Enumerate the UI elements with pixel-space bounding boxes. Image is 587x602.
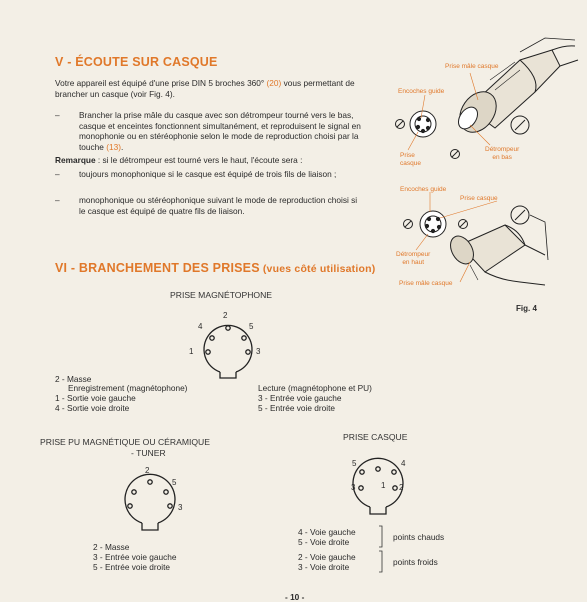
magneto-pin-5: 5 (249, 322, 254, 331)
casque-pin-2: 2 (399, 483, 404, 492)
fig-label-prise-male-top: Prise mâle casque (445, 63, 499, 70)
magneto-pin-1: 1 (189, 347, 194, 356)
magneto-title: PRISE MAGNÉTOPHONE (170, 290, 273, 300)
pu-title-2: - TUNER (131, 448, 166, 458)
bullet-dash-2: – (55, 169, 60, 179)
magneto-enreg-4: 4 - Sortie voie droite (55, 403, 130, 413)
fig-label-encoches-top: Encoches guide (398, 88, 445, 95)
fig-label-encoches-bottom: Encoches guide (400, 186, 447, 193)
page-number: - 10 - (285, 592, 305, 602)
section-6-title-main: VI - BRANCHEMENT DES PRISES (55, 261, 260, 275)
casque-line-2: 5 - Voie droite (298, 537, 350, 547)
magneto-enreg-1: 1 - Sortie voie gauche (55, 393, 136, 403)
casque-line-1: 4 - Voie gauche (298, 527, 356, 537)
magneto-lecture-3: 3 - Entrée voie gauche (258, 393, 342, 403)
intro-text-1: Votre appareil est équipé d'une prise DIN 5 broches 360° (55, 78, 267, 88)
section-5-title: V - ÉCOUTE SUR CASQUE (55, 55, 218, 69)
magneto-lecture-title: Lecture (magnétophone et PU) (258, 383, 372, 393)
pu-title-1: PRISE PU MAGNÉTIQUE OU CÉRAMIQUE (40, 437, 210, 447)
casque-title: PRISE CASQUE (343, 432, 408, 442)
pu-pin-2: 2 (145, 466, 150, 475)
remarque-label: Remarque (55, 155, 96, 165)
casque-pin-3: 3 (351, 483, 356, 492)
pu-pin-3: 3 (178, 503, 183, 512)
figure-caption: Fig. 4 (516, 304, 537, 313)
magneto-lecture-5: 5 - Entrée voie droite (258, 403, 336, 413)
magneto-pin-2: 2 (223, 311, 228, 320)
casque-pin-5: 5 (352, 459, 357, 468)
casque-line-4: 3 - Voie droite (298, 562, 350, 572)
bullet-1-ref: (13) (106, 141, 121, 152)
section-6-subtitle: (vues côté utilisation) (259, 263, 376, 275)
casque-pin-4: 4 (401, 459, 406, 468)
casque-line-3: 2 - Voie gauche (298, 552, 356, 562)
pu-line-2: 3 - Entrée voie gauche (93, 552, 177, 562)
bullet-1-end: . (120, 141, 124, 152)
bullet-1-text: Brancher la prise mâle du casque avec son détrompeur tourné vers le bas, casque et enceintes fonctionnent simultanément, et reproduisent le signal en monophonie ou en stéréophonie selon le mode de reproduction choisi par la touche (79, 110, 361, 152)
bullet-2: toujours monophonique si le casque est équipé de trois fils de liaison ; (79, 169, 337, 179)
casque-points-chauds: points chauds (393, 532, 445, 542)
fig-label-prise-top: Prise casque (400, 152, 421, 167)
magneto-masse: 2 - Masse (55, 374, 92, 384)
pu-pin-5: 5 (172, 478, 177, 487)
pu-line-3: 5 - Entrée voie droite (93, 562, 171, 572)
magneto-enreg-title: Enregistrement (magnétophone) (68, 383, 188, 393)
bullet-dash-1: – (55, 110, 60, 120)
bullet-3: monophonique ou stéréophonique suivant le mode de reproduction choisi si le casque est équipé de quatre fils de liaison. (79, 195, 358, 216)
intro-ref: (20) (266, 78, 282, 88)
intro-text-2: vous permettant de brancher un casque (voir Fig. 4). (55, 78, 355, 99)
magneto-pin-3: 3 (256, 347, 261, 356)
remarque-text: : si le détrompeur est tourné vers le haut, l'écoute sera : (95, 155, 303, 165)
fig-label-prise-male-bottom: Prise mâle casque (399, 280, 453, 287)
casque-pin-1: 1 (381, 481, 386, 490)
casque-points-froids: points froids (393, 557, 438, 567)
pu-line-1: 2 - Masse (93, 542, 130, 552)
fig-label-detrompeur-top: Détrompeur en bas (485, 146, 520, 161)
bullet-dash-3: – (55, 195, 60, 205)
magneto-pin-4: 4 (198, 322, 203, 331)
fig-label-detrompeur-bottom: Détrompeur en haut (396, 251, 431, 266)
fig-label-prise-bottom: Prise casque (460, 195, 498, 202)
